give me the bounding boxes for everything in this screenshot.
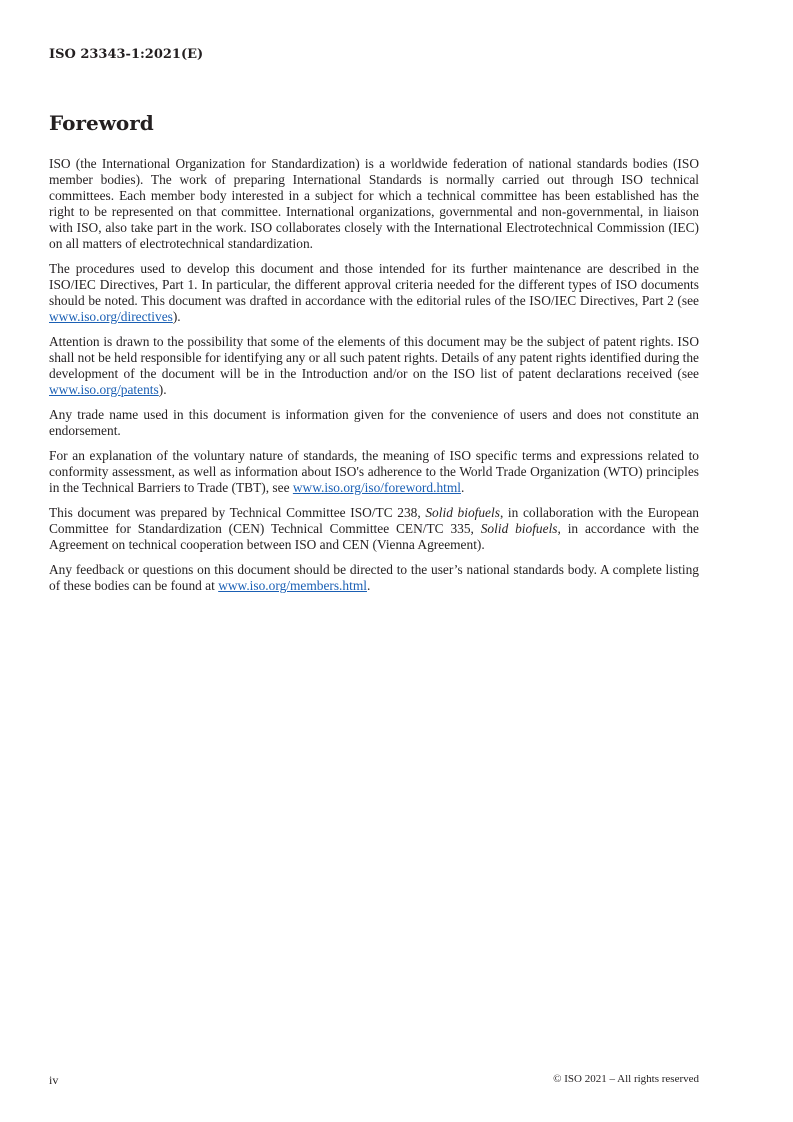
- paragraph-text: Any feedback or questions on this document should be directed to the user’s national standards body. A complete listing of these bodies can be found at: [49, 562, 699, 593]
- foreword-link[interactable]: www.iso.org/iso/foreword.html: [292, 480, 461, 495]
- paragraph-voluntary-nature: [49, 448, 699, 496]
- copyright-notice: © ISO 2021 – All rights reserved: [553, 1073, 699, 1085]
- paragraph-iso-intro: ISO (the International Organization for Standardization) is a worldwide federation of national standards bodies (ISO member bodies). The work of preparing International Standards is normally carried out through ISO technical committees. Each member body interested in a subject for which a technical committee has been established has the right to be represented on that committee. International organizations, governmental and non-governmental, in liaison with ISO, also take part in the work. ISO collaborates closely with the International Electrotechnical Commission (IEC) on all matters of electrotechnical standardization.: [49, 156, 699, 251]
- directives-link[interactable]: www.iso.org/directives: [49, 309, 173, 324]
- paragraph-text: , in collaboration with the European Committee for Standardization (CEN) Technical Committee CEN/TC 335,: [49, 505, 700, 536]
- paragraph-text: Attention is drawn to the possibility that some of the elements of this document may be the subject of patent rights. ISO shall not be held responsible for identifying any or all such patent rights. Details of any patent rights identified during the development of the document will be in the Introduction and/or on the ISO list of patent declarations received (see: [49, 334, 699, 381]
- page-title: Foreword: [49, 111, 154, 135]
- paragraph-committee: [49, 505, 699, 553]
- paragraph-text: This document was prepared by Technical Committee ISO/TC 238,: [49, 505, 426, 520]
- paragraph-text: .: [366, 578, 371, 593]
- members-link[interactable]: www.iso.org/members.html: [218, 578, 367, 593]
- paragraph-patents: [49, 334, 699, 398]
- paragraph-text: , in accordance with the Agreement on technical cooperation between ISO and CEN (Vienna Agreement).: [49, 521, 700, 552]
- page-number: iv: [49, 1073, 59, 1087]
- patents-link[interactable]: www.iso.org/patents: [49, 382, 159, 397]
- paragraph-text: For an explanation of the voluntary nature of standards, the meaning of ISO specific terms and expressions related to conformity assessment, as well as information about ISO's adherence to the World Trade Organization (WTO) principles in the Technical Barriers to Trade (TBT), see: [49, 448, 699, 495]
- committee-title: Solid biofuels: [480, 521, 558, 536]
- paragraph-feedback: [49, 562, 699, 594]
- document-id: ISO 23343-1:2021(E): [49, 47, 204, 62]
- paragraph-text: .: [461, 480, 465, 495]
- paragraph-text: ).: [158, 382, 167, 397]
- foreword-body: [49, 156, 699, 603]
- paragraph-procedures: [49, 261, 699, 325]
- committee-title: Solid biofuels: [425, 505, 500, 520]
- paragraph-text: ).: [172, 309, 181, 324]
- paragraph-trade-name: Any trade name used in this document is information given for the convenience of users and does not constitute an endorsement.: [49, 407, 699, 438]
- paragraph-text: The procedures used to develop this document and those intended for its further maintenance are described in the ISO/IEC Directives, Part 1. In particular, the different approval criteria needed for the different types of ISO documents should be noted. This document was drafted in accordance with the editorial rules of the ISO/IEC Directives, Part 2 (see: [49, 261, 699, 308]
